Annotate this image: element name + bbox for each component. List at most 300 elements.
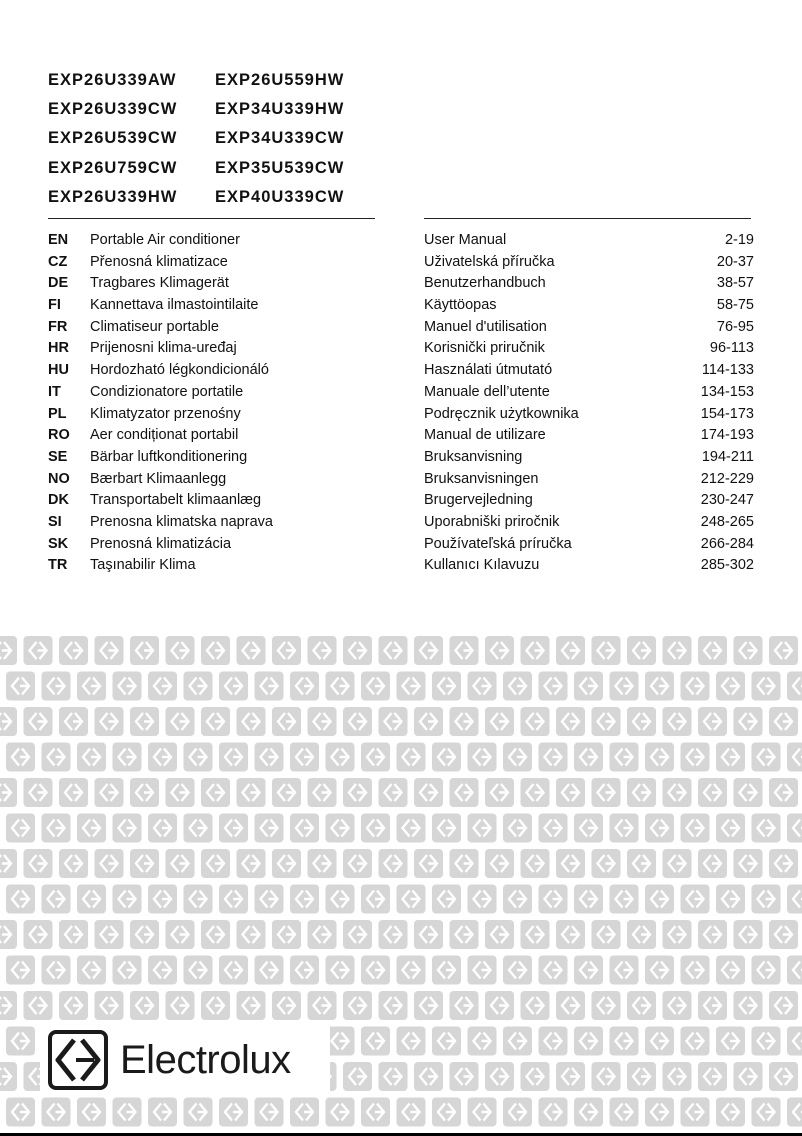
pattern-logo-tile bbox=[414, 991, 443, 1020]
pattern-logo-tile bbox=[308, 920, 337, 949]
pattern-logo-tile bbox=[414, 707, 443, 736]
pattern-logo-tile bbox=[272, 849, 301, 878]
page-range: 212-229 bbox=[700, 470, 754, 487]
pattern-logo-tile bbox=[201, 707, 230, 736]
pattern-logo-tile bbox=[698, 920, 727, 949]
pattern-logo-tile bbox=[610, 1027, 639, 1056]
product-name: Přenosná klimatizace bbox=[90, 253, 228, 270]
model-row bbox=[48, 95, 388, 124]
pattern-logo-tile bbox=[184, 956, 213, 985]
pattern-logo-tile bbox=[326, 672, 355, 701]
product-name: Prenosná klimatizácia bbox=[90, 535, 232, 552]
pattern-logo-tile bbox=[272, 920, 301, 949]
page-range: 114-133 bbox=[701, 362, 754, 379]
pattern-logo-tile bbox=[521, 636, 550, 665]
pattern-logo-tile bbox=[290, 956, 319, 985]
pattern-logo-tile bbox=[361, 814, 390, 843]
page-range: 194-211 bbox=[701, 448, 754, 465]
pattern-logo-tile bbox=[6, 814, 35, 843]
pattern-logo-tile bbox=[432, 743, 461, 772]
pattern-logo-tile bbox=[201, 991, 230, 1020]
model-row bbox=[48, 183, 388, 212]
pattern-logo-tile bbox=[219, 956, 248, 985]
language-row bbox=[48, 360, 758, 382]
pattern-logo-tile bbox=[663, 1062, 692, 1091]
pattern-logo-tile bbox=[734, 991, 763, 1020]
pattern-logo-tile bbox=[734, 636, 763, 665]
pattern-logo-tile bbox=[787, 743, 802, 772]
pattern-logo-tile bbox=[59, 991, 88, 1020]
pattern-logo-tile bbox=[343, 849, 372, 878]
page-range: 174-193 bbox=[700, 427, 754, 444]
pattern-logo-tile bbox=[6, 743, 35, 772]
pattern-logo-tile bbox=[734, 849, 763, 878]
model-number: EXP26U339AW bbox=[48, 71, 177, 89]
pattern-logo-tile bbox=[769, 707, 798, 736]
pattern-logo-tile bbox=[59, 778, 88, 807]
pattern-logo-tile bbox=[95, 920, 124, 949]
manual-title: User Manual bbox=[424, 232, 507, 248]
page-range: 76-95 bbox=[716, 318, 754, 335]
pattern-logo-tile bbox=[556, 920, 585, 949]
pattern-logo-tile bbox=[361, 1098, 390, 1127]
pattern-logo-tile bbox=[556, 778, 585, 807]
pattern-logo-tile bbox=[539, 885, 568, 914]
pattern-logo-tile bbox=[752, 814, 781, 843]
pattern-logo-tile bbox=[752, 1027, 781, 1056]
pattern-logo-tile bbox=[272, 991, 301, 1020]
pattern-logo-tile bbox=[645, 743, 674, 772]
page-range: 96-113 bbox=[709, 340, 754, 357]
pattern-logo-tile bbox=[645, 885, 674, 914]
language-row bbox=[48, 317, 758, 339]
pattern-logo-tile bbox=[663, 920, 692, 949]
language-code: EN bbox=[48, 232, 69, 248]
manual-title: Podręcznik użytkownika bbox=[424, 405, 579, 422]
product-name: Hordozható légkondicionáló bbox=[90, 362, 269, 379]
pattern-logo-tile bbox=[681, 743, 710, 772]
pattern-logo-tile bbox=[468, 885, 497, 914]
electrolux-logo-icon bbox=[48, 1030, 108, 1090]
right-divider bbox=[424, 218, 751, 219]
pattern-logo-tile bbox=[752, 1098, 781, 1127]
pattern-logo-tile bbox=[592, 849, 621, 878]
language-code: FI bbox=[48, 297, 61, 314]
pattern-logo-tile bbox=[503, 885, 532, 914]
pattern-logo-tile bbox=[503, 743, 532, 772]
pattern-logo-tile bbox=[752, 885, 781, 914]
pattern-logo-tile bbox=[610, 956, 639, 985]
pattern-logo-tile bbox=[610, 1098, 639, 1127]
pattern-logo-tile bbox=[95, 991, 124, 1020]
language-row bbox=[48, 555, 758, 577]
pattern-logo-tile bbox=[503, 672, 532, 701]
pattern-logo-tile bbox=[503, 956, 532, 985]
pattern-logo-tile bbox=[130, 636, 159, 665]
pattern-logo-tile bbox=[184, 672, 213, 701]
pattern-logo-tile bbox=[290, 885, 319, 914]
pattern-logo-tile bbox=[521, 778, 550, 807]
product-name: Klimatyzator przenośny bbox=[90, 405, 241, 422]
pattern-logo-tile bbox=[627, 849, 656, 878]
pattern-logo-tile bbox=[574, 956, 603, 985]
pattern-logo-tile bbox=[485, 849, 514, 878]
pattern-logo-tile bbox=[663, 991, 692, 1020]
language-code: SK bbox=[48, 535, 69, 552]
manual-title: Kullanıcı Kılavuzu bbox=[424, 557, 540, 574]
model-number: EXP34U339CW bbox=[215, 129, 345, 148]
language-code: HR bbox=[48, 340, 69, 357]
page-range: 38-57 bbox=[716, 275, 754, 292]
pattern-logo-tile bbox=[326, 1098, 355, 1127]
pattern-logo-tile bbox=[59, 849, 88, 878]
product-name: Bärbar luftkonditionering bbox=[90, 448, 248, 465]
pattern-logo-tile bbox=[698, 636, 727, 665]
pattern-logo-tile bbox=[130, 920, 159, 949]
pattern-logo-tile bbox=[397, 814, 426, 843]
pattern-logo-tile bbox=[663, 849, 692, 878]
language-row bbox=[48, 273, 758, 295]
pattern-logo-tile bbox=[184, 885, 213, 914]
pattern-logo-tile bbox=[148, 1098, 177, 1127]
pattern-logo-tile bbox=[468, 814, 497, 843]
product-name: Prenosna klimatska naprava bbox=[90, 513, 273, 530]
pattern-logo-tile bbox=[787, 1027, 802, 1056]
pattern-logo-tile bbox=[485, 778, 514, 807]
language-row bbox=[48, 490, 758, 512]
pattern-logo-tile bbox=[450, 849, 479, 878]
pattern-logo-tile bbox=[148, 956, 177, 985]
pattern-logo-tile bbox=[752, 743, 781, 772]
pattern-logo-tile bbox=[539, 672, 568, 701]
language-row bbox=[48, 512, 758, 534]
pattern-logo-tile bbox=[361, 672, 390, 701]
model-number: EXP26U759CW bbox=[48, 158, 178, 177]
pattern-logo-tile bbox=[698, 778, 727, 807]
pattern-logo-tile bbox=[716, 672, 745, 701]
pattern-logo-tile bbox=[769, 849, 798, 878]
pattern-logo-tile bbox=[574, 743, 603, 772]
pattern-logo-tile bbox=[574, 1098, 603, 1127]
pattern-logo-tile bbox=[734, 778, 763, 807]
pattern-logo-tile bbox=[450, 707, 479, 736]
pattern-logo-tile bbox=[361, 1027, 390, 1056]
language-code: TR bbox=[48, 557, 68, 574]
pattern-logo-tile bbox=[201, 849, 230, 878]
pattern-logo-tile bbox=[24, 920, 53, 949]
pattern-logo-tile bbox=[610, 743, 639, 772]
language-code: CZ bbox=[48, 253, 68, 270]
pattern-logo-tile bbox=[272, 636, 301, 665]
pattern-logo-tile bbox=[113, 672, 142, 701]
pattern-logo-tile bbox=[414, 778, 443, 807]
manual-title: Používateľská príručka bbox=[424, 535, 572, 552]
manual-title: Bruksanvisning bbox=[424, 448, 523, 465]
pattern-logo-tile bbox=[272, 707, 301, 736]
page-range: 134-153 bbox=[700, 383, 754, 400]
pattern-logo-tile bbox=[379, 707, 408, 736]
pattern-logo-tile bbox=[24, 991, 53, 1020]
pattern-logo-tile bbox=[379, 1062, 408, 1091]
product-name: Kannettava ilmastointilaite bbox=[90, 297, 259, 314]
model-row bbox=[48, 154, 388, 183]
product-name: Portable Air conditioner bbox=[90, 232, 240, 248]
language-row bbox=[48, 252, 758, 274]
manual-title: Uživatelská příručka bbox=[424, 253, 555, 270]
pattern-logo-tile bbox=[59, 636, 88, 665]
pattern-logo-tile bbox=[698, 991, 727, 1020]
pattern-logo-tile bbox=[201, 636, 230, 665]
pattern-logo-tile bbox=[6, 956, 35, 985]
pattern-logo-tile bbox=[539, 743, 568, 772]
language-code: IT bbox=[48, 383, 61, 400]
pattern-logo-tile bbox=[432, 885, 461, 914]
pattern-logo-tile bbox=[716, 814, 745, 843]
page-range: 248-265 bbox=[700, 513, 754, 530]
pattern-logo-tile bbox=[592, 707, 621, 736]
pattern-logo-tile bbox=[308, 849, 337, 878]
pattern-logo-tile bbox=[485, 707, 514, 736]
pattern-logo-tile bbox=[95, 636, 124, 665]
pattern-logo-tile bbox=[379, 991, 408, 1020]
pattern-logo-tile bbox=[6, 1098, 35, 1127]
pattern-logo-tile bbox=[77, 1098, 106, 1127]
pattern-logo-tile bbox=[681, 672, 710, 701]
pattern-logo-tile bbox=[42, 672, 71, 701]
pattern-logo-tile bbox=[255, 814, 284, 843]
pattern-logo-tile bbox=[521, 920, 550, 949]
pattern-logo-tile bbox=[450, 778, 479, 807]
pattern-logo-tile bbox=[148, 743, 177, 772]
pattern-logo-tile bbox=[95, 778, 124, 807]
pattern-logo-tile bbox=[539, 1027, 568, 1056]
pattern-logo-tile bbox=[308, 636, 337, 665]
pattern-logo-tile bbox=[0, 849, 17, 878]
pattern-logo-tile bbox=[432, 672, 461, 701]
page-range: 154-173 bbox=[700, 405, 754, 422]
pattern-logo-tile bbox=[166, 991, 195, 1020]
pattern-logo-tile bbox=[166, 636, 195, 665]
pattern-logo-tile bbox=[326, 743, 355, 772]
pattern-logo-tile bbox=[503, 1027, 532, 1056]
language-code: SE bbox=[48, 448, 68, 465]
pattern-logo-tile bbox=[592, 636, 621, 665]
pattern-logo-tile bbox=[255, 956, 284, 985]
pattern-logo-tile bbox=[716, 743, 745, 772]
model-number: EXP26U339CW bbox=[48, 100, 178, 119]
model-number: EXP40U339CW bbox=[215, 187, 345, 206]
pattern-logo-tile bbox=[485, 920, 514, 949]
pattern-logo-tile bbox=[166, 920, 195, 949]
pattern-logo-tile bbox=[326, 885, 355, 914]
product-name: Tragbares Klimagerät bbox=[90, 275, 229, 292]
pattern-logo-tile bbox=[219, 1098, 248, 1127]
pattern-logo-tile bbox=[432, 1098, 461, 1127]
pattern-logo-tile bbox=[272, 778, 301, 807]
manual-title: Manuel d'utilisation bbox=[424, 318, 547, 335]
pattern-logo-tile bbox=[201, 920, 230, 949]
pattern-logo-tile bbox=[59, 920, 88, 949]
pattern-logo-tile bbox=[219, 743, 248, 772]
pattern-logo-tile bbox=[592, 778, 621, 807]
pattern-logo-tile bbox=[290, 672, 319, 701]
pattern-logo-tile bbox=[716, 956, 745, 985]
pattern-logo-tile bbox=[592, 920, 621, 949]
pattern-logo-tile bbox=[769, 991, 798, 1020]
pattern-logo-tile bbox=[592, 991, 621, 1020]
model-number: EXP34U339HW bbox=[215, 100, 345, 119]
pattern-logo-tile bbox=[0, 707, 17, 736]
language-code: HU bbox=[48, 362, 69, 379]
pattern-logo-tile bbox=[468, 743, 497, 772]
pattern-logo-tile bbox=[556, 636, 585, 665]
pattern-logo-tile bbox=[255, 743, 284, 772]
page-range: 230-247 bbox=[700, 492, 754, 509]
pattern-logo-tile bbox=[627, 920, 656, 949]
language-code: PL bbox=[48, 405, 67, 422]
pattern-logo-tile bbox=[237, 636, 266, 665]
model-row bbox=[48, 124, 388, 153]
pattern-logo-tile bbox=[450, 920, 479, 949]
pattern-logo-tile bbox=[769, 778, 798, 807]
brand-logo bbox=[40, 1024, 330, 1096]
language-code: FR bbox=[48, 318, 68, 335]
pattern-logo-tile bbox=[379, 636, 408, 665]
pattern-logo-tile bbox=[219, 672, 248, 701]
pattern-logo-tile bbox=[42, 956, 71, 985]
pattern-logo-tile bbox=[698, 707, 727, 736]
product-name: Transportabelt klimaanlæg bbox=[90, 492, 262, 509]
pattern-logo-tile bbox=[539, 1098, 568, 1127]
manual-title: Uporabniški priročnik bbox=[424, 513, 560, 530]
product-name: Taşınabilir Klima bbox=[90, 557, 196, 574]
pattern-logo-tile bbox=[219, 885, 248, 914]
pattern-logo-tile bbox=[663, 778, 692, 807]
pattern-logo-tile bbox=[645, 956, 674, 985]
pattern-logo-tile bbox=[539, 956, 568, 985]
pattern-logo-tile bbox=[556, 991, 585, 1020]
pattern-logo-tile bbox=[255, 885, 284, 914]
product-name: Prijenosni klima-uređaj bbox=[90, 340, 237, 357]
pattern-logo-tile bbox=[130, 991, 159, 1020]
left-divider bbox=[48, 218, 375, 219]
pattern-logo-tile bbox=[769, 636, 798, 665]
language-row bbox=[48, 534, 758, 556]
pattern-logo-tile bbox=[485, 1062, 514, 1091]
pattern-logo-tile bbox=[787, 1098, 802, 1127]
language-row bbox=[48, 382, 758, 404]
pattern-logo-tile bbox=[77, 743, 106, 772]
pattern-logo-tile bbox=[485, 636, 514, 665]
pattern-logo-tile bbox=[521, 849, 550, 878]
pattern-logo-tile bbox=[521, 991, 550, 1020]
pattern-logo-tile bbox=[113, 743, 142, 772]
pattern-logo-tile bbox=[450, 991, 479, 1020]
pattern-logo-tile bbox=[432, 814, 461, 843]
pattern-logo-tile bbox=[610, 814, 639, 843]
pattern-logo-tile bbox=[166, 707, 195, 736]
pattern-logo-tile bbox=[237, 849, 266, 878]
pattern-logo-tile bbox=[77, 672, 106, 701]
pattern-logo-tile bbox=[95, 707, 124, 736]
pattern-logo-tile bbox=[343, 707, 372, 736]
pattern-logo-tile bbox=[769, 1062, 798, 1091]
manual-title: Benutzerhandbuch bbox=[424, 275, 546, 292]
pattern-logo-tile bbox=[627, 636, 656, 665]
page-range: 2-19 bbox=[724, 232, 754, 248]
pattern-logo-tile bbox=[24, 778, 53, 807]
pattern-logo-tile bbox=[6, 1027, 35, 1056]
pattern-logo-tile bbox=[681, 814, 710, 843]
pattern-logo-tile bbox=[0, 778, 17, 807]
pattern-logo-tile bbox=[326, 814, 355, 843]
pattern-logo-tile bbox=[592, 1062, 621, 1091]
pattern-logo-tile bbox=[308, 991, 337, 1020]
pattern-logo-tile bbox=[539, 814, 568, 843]
pattern-logo-tile bbox=[663, 636, 692, 665]
page-range: 285-302 bbox=[700, 557, 754, 574]
pattern-logo-tile bbox=[521, 1062, 550, 1091]
pattern-logo-tile bbox=[113, 885, 142, 914]
pattern-logo-tile bbox=[0, 1062, 17, 1091]
pattern-logo-tile bbox=[77, 956, 106, 985]
pattern-logo-tile bbox=[663, 707, 692, 736]
pattern-logo-tile bbox=[6, 672, 35, 701]
pattern-logo-tile bbox=[0, 920, 17, 949]
pattern-logo-tile bbox=[627, 707, 656, 736]
pattern-logo-tile bbox=[503, 814, 532, 843]
pattern-logo-tile bbox=[379, 849, 408, 878]
pattern-logo-tile bbox=[361, 885, 390, 914]
language-row bbox=[48, 295, 758, 317]
manual-title: Manuale dell’utente bbox=[424, 383, 550, 400]
manual-title: Brugervejledning bbox=[424, 492, 533, 509]
pattern-logo-tile bbox=[468, 956, 497, 985]
pattern-logo-tile bbox=[414, 1062, 443, 1091]
pattern-logo-tile bbox=[521, 707, 550, 736]
pattern-logo-tile bbox=[379, 920, 408, 949]
pattern-logo-tile bbox=[343, 778, 372, 807]
pattern-logo-tile bbox=[627, 1062, 656, 1091]
pattern-logo-tile bbox=[255, 672, 284, 701]
pattern-logo-tile bbox=[468, 672, 497, 701]
pattern-logo-tile bbox=[42, 743, 71, 772]
pattern-logo-tile bbox=[95, 849, 124, 878]
pattern-logo-tile bbox=[574, 885, 603, 914]
page-range: 266-284 bbox=[700, 535, 754, 552]
pattern-logo-tile bbox=[574, 814, 603, 843]
pattern-logo-tile bbox=[556, 707, 585, 736]
pattern-logo-tile bbox=[468, 1027, 497, 1056]
pattern-logo-tile bbox=[237, 920, 266, 949]
pattern-logo-tile bbox=[716, 1027, 745, 1056]
brand-wordmark: Electrolux bbox=[120, 1038, 291, 1082]
pattern-logo-tile bbox=[113, 1098, 142, 1127]
pattern-logo-tile bbox=[148, 885, 177, 914]
pattern-logo-tile bbox=[734, 920, 763, 949]
pattern-logo-tile bbox=[42, 814, 71, 843]
pattern-logo-tile bbox=[681, 1027, 710, 1056]
pattern-logo-tile bbox=[716, 1098, 745, 1127]
pattern-logo-tile bbox=[716, 885, 745, 914]
pattern-logo-tile bbox=[113, 814, 142, 843]
pattern-logo-tile bbox=[450, 1062, 479, 1091]
language-code: NO bbox=[48, 470, 70, 487]
pattern-logo-tile bbox=[42, 1098, 71, 1127]
pattern-logo-tile bbox=[681, 885, 710, 914]
language-row bbox=[48, 469, 758, 491]
pattern-logo-tile bbox=[503, 1098, 532, 1127]
